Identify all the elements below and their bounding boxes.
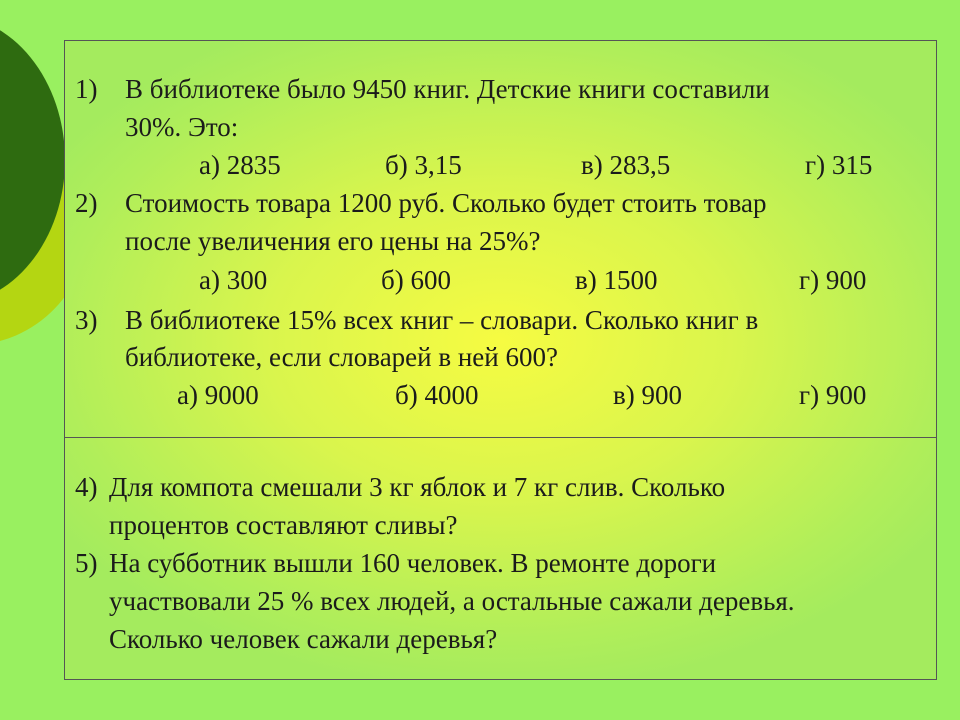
question-3-text-line-1: В библиотеке 15% всех книг – словари. Сколько книг в xyxy=(125,305,759,335)
question-3-option-g: г) 900 xyxy=(799,380,867,410)
question-1-number: 1) xyxy=(75,74,98,104)
task-5-number: 5) xyxy=(75,548,98,578)
question-2-option-a: а) 300 xyxy=(199,265,268,295)
question-2-text-line-2: после увеличения его цены на 25%? xyxy=(125,226,541,256)
problems-box xyxy=(64,40,937,680)
question-3-number: 3) xyxy=(75,305,98,335)
question-3-option-v: в) 900 xyxy=(613,380,682,410)
question-2-option-b: б) 600 xyxy=(381,265,451,295)
question-3-text-line-2: библиотеке, если словарей в ней 600? xyxy=(125,342,558,372)
task-5-text-line-3: Сколько человек сажали деревья? xyxy=(109,624,498,654)
question-2-option-g: г) 900 xyxy=(799,265,867,295)
question-1-text-line-1: В библиотеке было 9450 книг. Детские книги составили xyxy=(125,74,770,104)
question-3-option-b: б) 4000 xyxy=(395,380,479,410)
task-4-text-line-2: процентов составляют сливы? xyxy=(109,510,458,540)
question-2-number: 2) xyxy=(75,188,98,218)
section-divider xyxy=(65,437,936,438)
question-1-option-b: б) 3,15 xyxy=(385,150,462,180)
task-5-text-line-1: На субботник вышли 160 человек. В ремонте дороги xyxy=(109,548,717,578)
question-1-option-a: а) 2835 xyxy=(199,150,281,180)
question-2-text-line-1: Стоимость товара 1200 руб. Сколько будет стоить товар xyxy=(125,188,767,218)
question-1-option-g: г) 315 xyxy=(805,150,873,180)
task-5-text-line-2: участвовали 25 % всех людей, а остальные сажали деревья. xyxy=(109,586,795,616)
question-1-option-v: в) 283,5 xyxy=(581,150,671,180)
task-4-text-line-1: Для компота смешали 3 кг яблок и 7 кг слив. Сколько xyxy=(109,472,726,502)
task-4-number: 4) xyxy=(75,472,98,502)
question-2-option-v: в) 1500 xyxy=(575,265,658,295)
question-1-text-line-2: 30%. Это: xyxy=(125,112,239,142)
question-3-option-a: а) 9000 xyxy=(177,380,259,410)
